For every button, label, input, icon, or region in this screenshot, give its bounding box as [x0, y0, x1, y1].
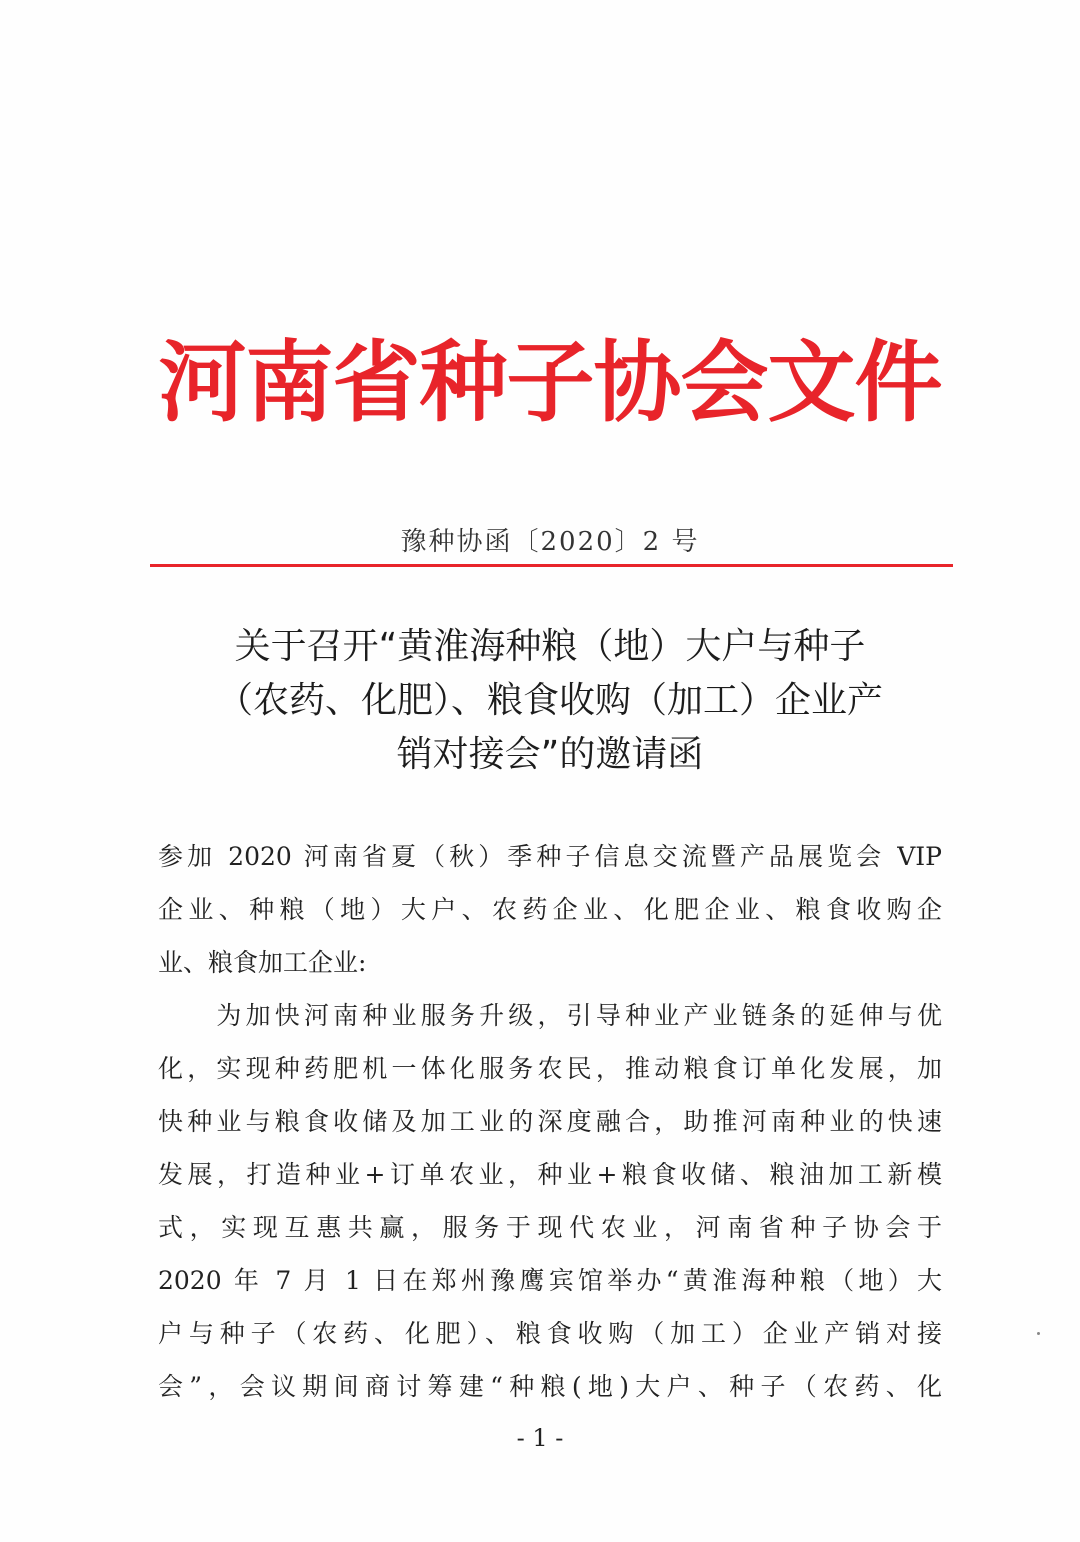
document-red-header: 河南省种子协会文件: [158, 331, 942, 434]
title-line: （农药、化肥）、粮食收购（加工）企业产: [216, 680, 883, 721]
paragraph-line: 会”，会议期间商讨筹建“种粮(地)大户、种子（农药、化: [158, 1372, 942, 1401]
title-line: 销对接会”的邀请函: [396, 734, 704, 775]
paragraph-line: 为加快河南种业服务升级，引导种业产业链条的延伸与优: [158, 1001, 942, 1030]
salutation-line: 业、粮食加工企业:: [158, 948, 367, 977]
scan-speck: [1037, 1332, 1040, 1335]
document-title: [150, 620, 950, 782]
paragraph-line: 化，实现种药肥机一体化服务农民，推动粮食订单化发展，加: [158, 1054, 942, 1083]
paragraph-line: 式，实现互惠共赢，服务于现代农业，河南省种子协会于: [158, 1213, 942, 1242]
salutation-line: 企业、种粮（地）大户、农药企业、化肥企业、粮食收购企: [158, 895, 942, 924]
salutation-line: 参加 2020 河南省夏（秋）季种子信息交流暨产品展览会 VIP: [158, 842, 942, 871]
paragraph-line: 户与种子（农药、化肥）、粮食收购（加工）企业产销对接: [158, 1319, 942, 1348]
paragraph-line: 2020 年 7 月 1 日在郑州豫鹰宾馆举办“黄淮海种粮（地）大: [158, 1266, 942, 1295]
red-divider-line: [150, 564, 953, 567]
document-body: [158, 830, 942, 1413]
title-line: 关于召开“黄淮海种粮（地）大户与种子: [234, 626, 866, 667]
paragraph-line: 发展，打造种业+订单农业，种业+粮食收储、粮油加工新模: [158, 1160, 942, 1189]
paragraph-line: 快种业与粮食收储及加工业的深度融合，助推河南种业的快速: [158, 1107, 942, 1136]
document-number: 豫种协函〔2020〕2 号: [400, 527, 700, 557]
page-number: - 1 -: [516, 1424, 564, 1452]
